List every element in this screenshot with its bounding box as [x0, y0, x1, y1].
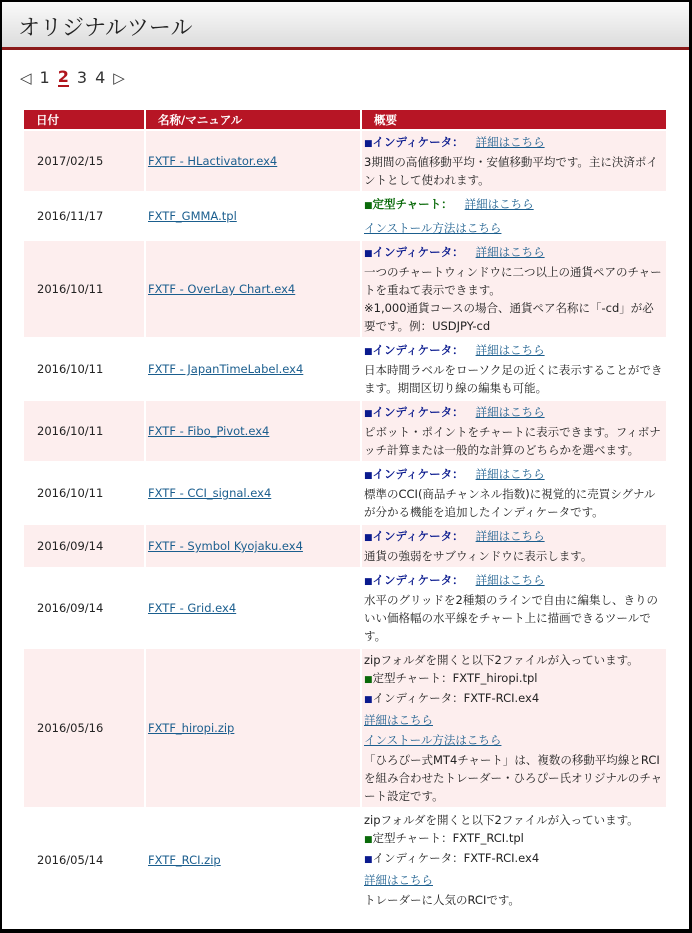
date-cell: 2016/10/11	[24, 401, 144, 461]
tool-link[interactable]: FXTF - HLactivator.ex4	[148, 154, 278, 168]
date-cell: 2016/11/17	[37, 209, 104, 223]
detail-link[interactable]: 詳細はこちら	[475, 245, 545, 259]
detail-link[interactable]: 詳細はこちら	[464, 197, 534, 211]
table-row	[24, 193, 666, 239]
detail-link[interactable]: 詳細はこちら	[475, 135, 545, 149]
date-cell: 2017/02/15	[24, 131, 144, 191]
page	[2, 2, 689, 929]
tool-link[interactable]: FXTF_hiropi.zip	[148, 721, 235, 735]
table-row	[24, 241, 666, 337]
tool-link[interactable]: FXTF - Grid.ex4	[148, 601, 237, 615]
page-3[interactable]: 3	[76, 68, 88, 87]
summary-cell	[362, 569, 666, 647]
date-cell: 2016/05/14	[37, 853, 104, 867]
square-bullet-icon: ■	[364, 249, 373, 259]
table-row	[24, 339, 666, 399]
square-bullet-icon: ■	[364, 201, 373, 211]
detail-link[interactable]: 詳細はこちら	[475, 405, 545, 419]
description: トレーダーに人気のRCIです。	[364, 893, 520, 907]
square-bullet-icon: ■	[364, 533, 373, 543]
name-cell	[146, 463, 360, 523]
header-name: 名称/マニュアル	[146, 110, 360, 129]
detail-link[interactable]: 詳細はこちら	[364, 713, 433, 727]
header-summary: 概要	[362, 110, 666, 129]
next-page-button[interactable]: ▷	[113, 68, 125, 87]
description: 標準のCCI(商品チャンネル指数)に視覚的に売買シグナルが分かる機能を追加したインディケータです。	[364, 487, 656, 519]
prev-page-button[interactable]: ◁	[20, 68, 32, 87]
indicator-file: インディケータ：FXTF-RCI.ex4	[372, 691, 540, 705]
page-1[interactable]: 1	[39, 68, 50, 87]
indicator-label: インディケータ：	[372, 573, 464, 587]
square-bullet-icon: ■	[364, 409, 373, 419]
tool-link[interactable]: FXTF - Symbol Kyojaku.ex4	[148, 539, 303, 553]
indicator-label: インディケータ：	[372, 245, 464, 259]
name-cell	[146, 809, 360, 911]
square-bullet-icon: ■	[364, 695, 373, 705]
table-row	[24, 809, 666, 911]
install-link[interactable]: インストール方法はこちら	[364, 733, 502, 747]
detail-link[interactable]: 詳細はこちら	[364, 873, 433, 887]
date-cell: 2016/10/11	[37, 362, 104, 376]
name-cell	[146, 649, 360, 807]
summary-cell	[362, 401, 666, 461]
description: 「ひろぴー式MT4チャート」は、複数の移動平均線とRCIを組み合わせたトレーダー・ひろぴー氏オリジナルのチャート設定です。	[364, 753, 663, 803]
zip-intro: zipフォルダを開くと以下2ファイルが入っています。	[364, 653, 639, 667]
table-row	[24, 569, 666, 647]
indicator-file: インディケータ：FXTF-RCI.ex4	[372, 851, 540, 865]
square-bullet-icon: ■	[364, 835, 373, 845]
description: 日本時間ラベルをローソク足の近くに表示することができます。期間区切り線の編集も可能。	[364, 363, 663, 395]
chart-label: 定型チャート：	[372, 197, 453, 211]
table-row	[24, 525, 666, 567]
tools-table	[22, 108, 668, 913]
tool-link[interactable]: FXTF - JapanTimeLabel.ex4	[148, 362, 304, 376]
indicator-label: インディケータ：	[372, 529, 464, 543]
table-row	[24, 131, 666, 191]
tool-link[interactable]: FXTF - Fibo_Pivot.ex4	[148, 424, 270, 438]
square-bullet-icon: ■	[364, 471, 373, 481]
description: 水平のグリッドを2種類のラインで自由に編集し、きりのいい価格幅の水平線をチャート上に描画できるツールです。	[364, 593, 659, 643]
summary-cell	[362, 809, 666, 911]
name-cell	[146, 339, 360, 399]
table-row	[24, 649, 666, 807]
summary-cell	[362, 131, 666, 191]
square-bullet-icon: ■	[364, 577, 373, 587]
chart-file: 定型チャート：FXTF_hiropi.tpl	[372, 671, 538, 685]
detail-link[interactable]: 詳細はこちら	[475, 573, 545, 587]
tool-link[interactable]: FXTF - CCI_signal.ex4	[148, 486, 272, 500]
description: 通貨の強弱をサブウィンドウに表示します。	[364, 549, 593, 563]
summary-cell	[362, 339, 666, 399]
indicator-label: インディケータ：	[372, 405, 464, 419]
summary-cell	[362, 193, 666, 239]
table-row	[24, 401, 666, 461]
summary-cell	[362, 241, 666, 337]
date-cell: 2016/05/16	[24, 649, 144, 807]
name-cell	[146, 131, 360, 191]
indicator-label: インディケータ：	[372, 467, 464, 481]
detail-link[interactable]: 詳細はこちら	[475, 343, 545, 357]
page-2-current: 2	[57, 67, 69, 86]
page-title: オリジナルツール	[18, 16, 193, 41]
square-bullet-icon: ■	[364, 675, 373, 685]
pagination	[20, 68, 125, 87]
summary-cell	[362, 649, 666, 807]
table-row	[24, 463, 666, 523]
header	[2, 2, 689, 50]
indicator-label: インディケータ：	[372, 343, 464, 357]
name-cell	[146, 193, 360, 239]
date-cell: 2016/10/11	[37, 486, 104, 500]
name-cell	[146, 525, 360, 567]
description: ピボット・ポイントをチャートに表示できます。フィボナッチ計算または一般的な計算のどちらかを選べます。	[364, 425, 661, 457]
date-cell: 2016/09/14	[37, 601, 104, 615]
name-cell	[146, 241, 360, 337]
chart-file: 定型チャート：FXTF_RCI.tpl	[372, 831, 524, 845]
page-4[interactable]: 4	[95, 68, 106, 87]
description: 一つのチャートウィンドウに二つ以上の通貨ペアのチャートを重ねて表示できます。	[364, 265, 662, 297]
square-bullet-icon: ■	[364, 347, 373, 357]
tool-link[interactable]: FXTF_GMMA.tpl	[148, 209, 237, 223]
description-note: ※1,000通貨コースの場合、通貨ペア名称に「-cd」が必要です。例：USDJPY-cd	[364, 301, 654, 333]
square-bullet-icon: ■	[364, 855, 373, 865]
detail-link[interactable]: 詳細はこちら	[475, 529, 545, 543]
name-cell	[146, 401, 360, 461]
date-cell: 2016/09/14	[24, 525, 144, 567]
summary-cell	[362, 463, 666, 523]
tool-link[interactable]: FXTF_RCI.zip	[148, 853, 221, 867]
zip-intro: zipフォルダを開くと以下2ファイルが入っています。	[364, 813, 639, 827]
name-cell	[146, 569, 360, 647]
detail-link[interactable]: 詳細はこちら	[475, 467, 545, 481]
install-link[interactable]: インストール方法はこちら	[364, 221, 502, 235]
date-cell: 2016/10/11	[24, 241, 144, 337]
description: 3期間の高値移動平均・安値移動平均です。主に決済ポイントとして使われます。	[364, 155, 658, 187]
header-date: 日付	[24, 110, 144, 129]
tool-link[interactable]: FXTF - OverLay Chart.ex4	[148, 282, 296, 296]
square-bullet-icon: ■	[364, 139, 373, 149]
indicator-label: インディケータ：	[372, 135, 464, 149]
summary-cell	[362, 525, 666, 567]
